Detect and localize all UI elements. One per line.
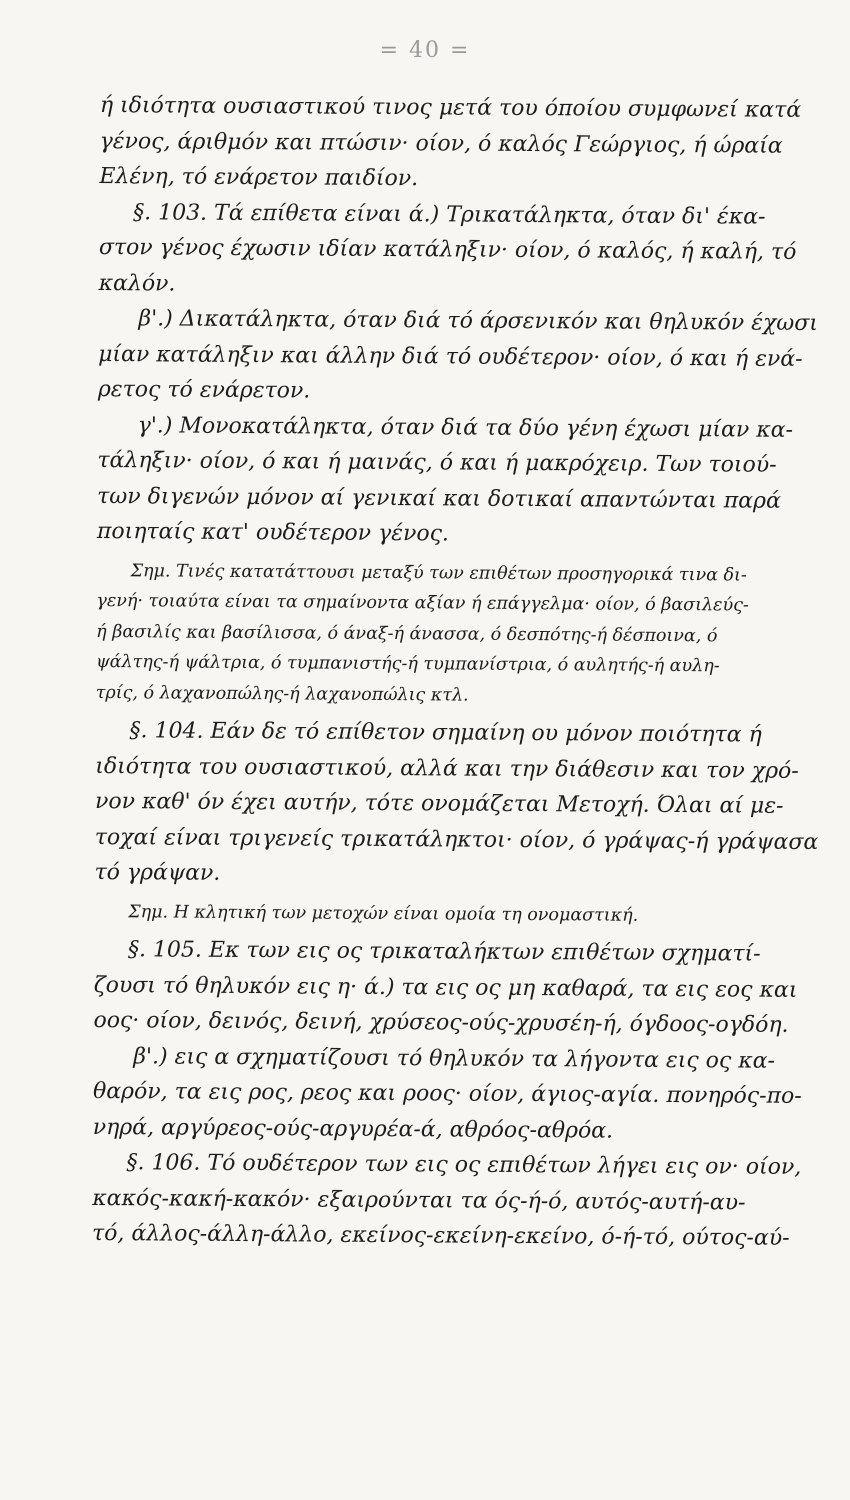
text-line: οος· οίον, δεινός, δεινή, χρύσεος-ούς-χρυσέη-ή, όγδοος-ογδόη. xyxy=(93,1007,789,1038)
text-line: καλόν. xyxy=(98,270,176,297)
text-line: ή ιδιότητα ουσιαστικού τινος μετά του όποίου συμφωνεί κατά xyxy=(99,92,802,123)
text-line: γ'.) Μονοκατάληκτα, όταν διά τα δύο γένη έχωσι μίαν κα- xyxy=(137,412,794,443)
text-line: μίαν κατάληξιν και άλλην διά τό ουδέτερον· οίον, ό και ή ενά- xyxy=(98,341,803,372)
text-line: νηρά, αργύρεος-ούς-αργυρέα-ά, αθρόος-αθρόα. xyxy=(92,1114,614,1144)
section-106-heading-line: §. 106. Τό ουδέτερον των εις ος επιθέτων λήγει εις ον· οίον, xyxy=(126,1150,802,1180)
note-line: Σημ. Τινές κατατάττουσι μεταξύ των επιθέτων προσηγορικά τινα δι- xyxy=(130,560,747,586)
text-line: τάληξιν· οίον, ό και ή μαινάς, ό και ή μακρόχειρ. Των τοιού- xyxy=(97,447,777,478)
text-line: β'.) Δικατάληκτα, όταν διά τό άρσενικόν και θηλυκόν έχωσι xyxy=(138,306,819,337)
text-line: ζουσι τό θηλυκόν εις η· ά.) τα εις ος μη καθαρά, τα εις εος και xyxy=(93,972,798,1003)
page-number: = 40 = xyxy=(379,38,471,63)
text-line: θαρόν, τα εις ρος, ρεος και ροος· οίον, άγιος-αγία. πονηρός-πο- xyxy=(92,1078,802,1109)
text-line: των διγενών μόνον αί γενικαί και δοτικαί απαντώνται παρά xyxy=(97,483,781,514)
text-line: τό, άλλος-άλλη-άλλο, εκείνος-εκείνη-εκείνο, ό-ή-τό, ούτος-αύ- xyxy=(91,1220,790,1251)
section-105-heading-line: §. 105. Εκ των εις ος τρικαταλήκτων επιθέτων σχηματί- xyxy=(127,937,761,967)
note-line: τρίς, ό λαχανοπώλης-ή λαχανοπώλις κτλ. xyxy=(95,682,469,706)
note-line: γενή· τοιαύτα είναι τα σημαίνοντα αξίαν ή επάγγελμα· οίον, ό βασιλεύς- xyxy=(96,590,749,616)
text-line: νον καθ' όν έχει αυτήν, τότε ονομάζεται Μετοχή. Όλαι αί με- xyxy=(94,788,784,819)
note-line: ή βασιλίς και βασίλισσα, ό άναξ-ή άνασσα, ό δεσπότης-ή δέσποινα, ό xyxy=(96,621,718,646)
text-line: στον γένος έχωσιν ιδίαν κατάληξιν· οίον, ό καλός, ή καλή, τό xyxy=(98,234,797,265)
section-104-heading-line: §. 104. Εάν δε τό επίθετον σημαίνη ου μόνον ποιότητα ή xyxy=(129,718,762,748)
section-103-heading-line: §. 103. Τά επίθετα είναι ά.) Τρικατάληκτα, όταν δι' έκα- xyxy=(133,199,766,230)
text-line: ρετος τό ενάρετον. xyxy=(97,376,311,404)
text-line: κακός-κακή-κακόν· εξαιρούνται τα ός-ή-ό, αυτός-αυτή-αυ- xyxy=(92,1185,746,1216)
text-line: β'.) εις α σχηματίζουσι τό θηλυκόν τα λήγοντα εις ος κα- xyxy=(133,1043,776,1074)
text-line: τό γράψαν. xyxy=(94,859,221,886)
text-line: γένος, άριθμόν και πτώσιν· οίον, ό καλός Γεώργιος, ή ώραία xyxy=(99,128,783,159)
text-line: ποιηταίς κατ' ουδέτερον γένος. xyxy=(96,518,450,547)
text-line: ιδιότητα του ουσιαστικού, αλλά και την διάθεσιν και τον χρό- xyxy=(95,753,799,784)
note-line: ψάλτης-ή ψάλτρια, ό τυμπανιστής-ή τυμπανίστρια, ό αυλητής-ή αυλη- xyxy=(95,651,720,677)
text-line: τοχαί είναι τριγενείς τρικατάληκτοι· οίον, ό γράψας-ή γράψασα xyxy=(94,824,819,855)
page-body xyxy=(92,88,840,1257)
text-line: Ελένη, τό ενάρετον παιδίον. xyxy=(99,163,419,192)
note-line: Σημ. Η κλητική των μετοχών είναι ομοία τη ονομαστική. xyxy=(128,901,639,926)
